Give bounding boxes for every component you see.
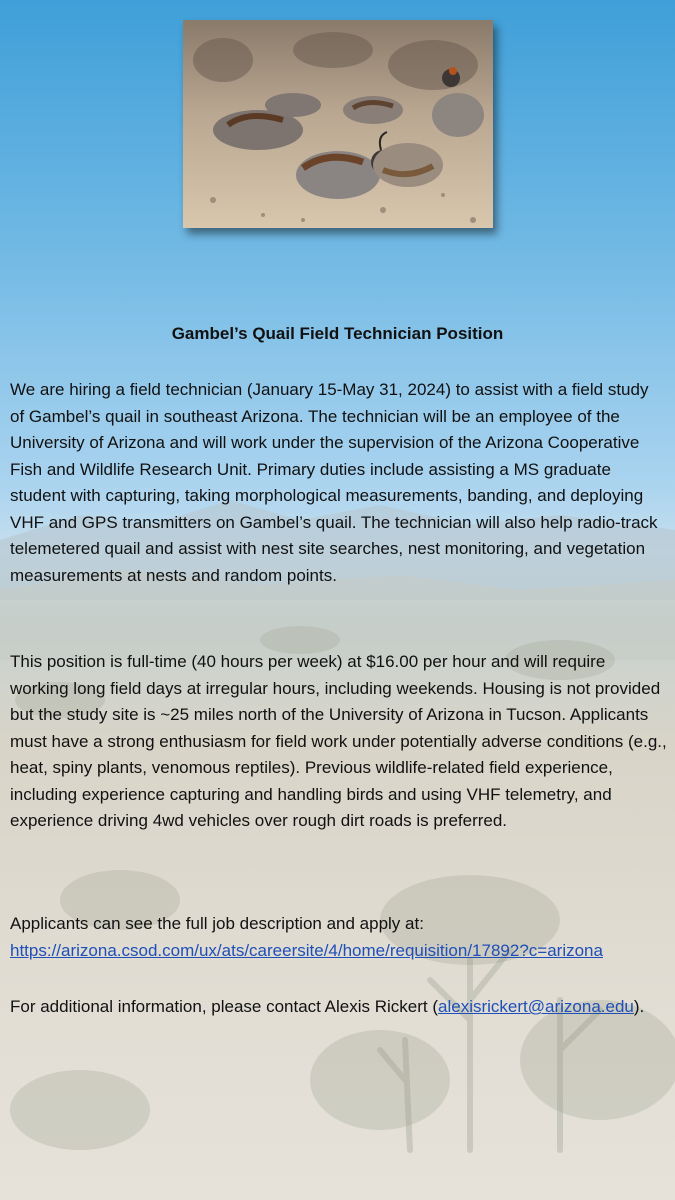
contact-suffix: ). (633, 997, 645, 1016)
quail-photo (183, 20, 493, 228)
apply-link[interactable]: https://arizona.csod.com/ux/ats/careersite/4/home/requisition/17892?c=arizona (10, 940, 603, 960)
contact-section (10, 994, 667, 1021)
apply-section (10, 911, 667, 964)
apply-text: Applicants can see the full job description and apply at: (10, 914, 424, 933)
contact-email-link[interactable]: alexisrickert@arizona.edu (438, 997, 634, 1016)
contact-text: For additional information, please contact Alexis Rickert ( (10, 997, 439, 1016)
job-title: Gambel’s Quail Field Technician Position (171, 324, 504, 343)
job-requirements-paragraph: This position is full-time (40 hours per week) at $16.00 per hour and will require working long field days at irregular hours, including weekends. Housing is not provided but the study site is ~25 miles north of the University of Arizona in Tucson. Applicants must have a strong enthusiasm for field work under potentially adverse conditions (e.g., heat, spiny plants, venomous reptiles). Previous wildlife-related field experience, including experience capturing and handling birds and using VHF telemetry, and experience driving 4wd vehicles over rough dirt roads is preferred. (10, 652, 667, 830)
job-description-paragraph: We are hiring a field technician (January 15-May 31, 2024) to assist with a field study of Gambel’s quail in southeast Arizona. The technician will be an employee of the University of Arizona and will work under the supervision of the Arizona Cooperative Fish and Wildlife Research Unit. Primary duties include assisting a MS graduate student with capturing, taking morphological measurements, banding, and deploying VHF and GPS transmitters on Gambel’s quail. The technician will also help radio-track telemetered quail and assist with nest site searches, nest monitoring, and vegetation measurements at nests and random points. (10, 380, 658, 585)
